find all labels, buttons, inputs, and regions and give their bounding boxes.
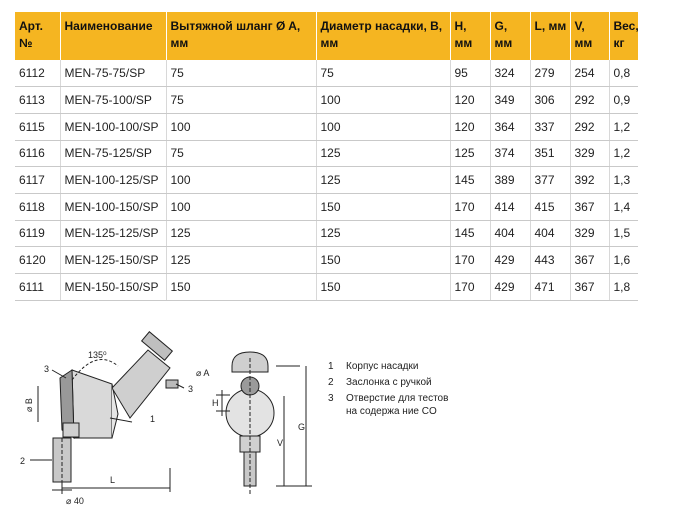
table-cell: 404 <box>490 220 530 247</box>
dim-v-label: V <box>277 438 284 448</box>
table-cell: MEN-125-150/SP <box>60 247 166 274</box>
table-cell: 471 <box>530 274 570 301</box>
table-cell: 254 <box>570 60 609 87</box>
table-cell: 75 <box>316 60 450 87</box>
table-cell: 1,4 <box>609 193 638 220</box>
table-cell: 292 <box>570 113 609 140</box>
legend-item <box>328 392 456 418</box>
legend-number: 3 <box>328 393 334 404</box>
table-cell: 6113 <box>15 87 60 114</box>
column-header: Вытяжной шланг Ø A, мм <box>166 12 316 60</box>
table-cell: 145 <box>450 167 490 194</box>
table-cell: 170 <box>450 274 490 301</box>
table-cell: 367 <box>570 193 609 220</box>
table-cell: 150 <box>316 247 450 274</box>
table-header-row <box>15 12 638 60</box>
spec-table <box>15 12 638 301</box>
table-cell: 367 <box>570 274 609 301</box>
table-cell: 125 <box>316 140 450 167</box>
table-cell: 150 <box>316 193 450 220</box>
callout-3-right: 3 <box>188 384 194 394</box>
table-body <box>15 60 638 300</box>
dia-40-label: ⌀ 40 <box>66 496 84 506</box>
side-view <box>30 332 184 494</box>
table-row <box>15 274 638 301</box>
legend-item <box>328 360 456 373</box>
angle-label: 135⁰ <box>88 350 107 360</box>
table-cell: 6118 <box>15 193 60 220</box>
dim-l-label: L <box>110 475 116 485</box>
column-header: Арт. № <box>15 12 60 60</box>
legend <box>328 360 456 421</box>
table-cell: 1,2 <box>609 113 638 140</box>
table-cell: 6116 <box>15 140 60 167</box>
table-cell: 392 <box>570 167 609 194</box>
column-header: Диаметр насадки, B, мм <box>316 12 450 60</box>
table-cell: 100 <box>166 193 316 220</box>
table-cell: 364 <box>490 113 530 140</box>
table-cell: MEN-100-100/SP <box>60 113 166 140</box>
table-cell: 404 <box>530 220 570 247</box>
table-cell: MEN-75-125/SP <box>60 140 166 167</box>
legend-number: 1 <box>328 361 334 372</box>
table-cell: 1,2 <box>609 140 638 167</box>
table-cell: 125 <box>316 167 450 194</box>
column-header: L, мм <box>530 12 570 60</box>
table-row <box>15 220 638 247</box>
table-cell: 324 <box>490 60 530 87</box>
table-cell: 75 <box>166 60 316 87</box>
table-row <box>15 140 638 167</box>
table-cell: 145 <box>450 220 490 247</box>
table-cell: 75 <box>166 140 316 167</box>
table-cell: 414 <box>490 193 530 220</box>
column-header: H, мм <box>450 12 490 60</box>
legend-number: 2 <box>328 377 334 388</box>
table-cell: 415 <box>530 193 570 220</box>
table-cell: 120 <box>450 87 490 114</box>
table-cell: 1,6 <box>609 247 638 274</box>
table-cell: 6120 <box>15 247 60 274</box>
table-cell: 125 <box>316 220 450 247</box>
table-cell: 100 <box>166 113 316 140</box>
callout-2: 2 <box>20 456 26 466</box>
legend-text: Корпус насадки <box>346 361 419 372</box>
legend-item <box>328 376 456 389</box>
table-cell: 0,8 <box>609 60 638 87</box>
table-cell: 329 <box>570 140 609 167</box>
table-cell: 6112 <box>15 60 60 87</box>
column-header: Вес, кг <box>609 12 638 60</box>
table-cell: 306 <box>530 87 570 114</box>
dim-g-label: G <box>298 422 306 432</box>
legend-text: Отверстие для тестов на содержа ние CO <box>346 393 449 417</box>
table-cell: 100 <box>316 113 450 140</box>
table-cell: 1,8 <box>609 274 638 301</box>
dim-h-label: H <box>212 398 219 408</box>
table-cell: 279 <box>530 60 570 87</box>
table-cell: 6117 <box>15 167 60 194</box>
table-cell: 0,9 <box>609 87 638 114</box>
table-cell: 351 <box>530 140 570 167</box>
table-cell: 349 <box>490 87 530 114</box>
dia-b-label: ⌀ B <box>24 398 34 412</box>
table-row <box>15 113 638 140</box>
callout-1: 1 <box>150 414 156 424</box>
table-cell: MEN-75-75/SP <box>60 60 166 87</box>
table-cell: 75 <box>166 87 316 114</box>
table-cell: 95 <box>450 60 490 87</box>
table-cell: 367 <box>570 247 609 274</box>
table-cell: MEN-125-125/SP <box>60 220 166 247</box>
callout-3-left: 3 <box>44 364 50 374</box>
column-header: V, мм <box>570 12 609 60</box>
table-cell: 150 <box>166 274 316 301</box>
table-row <box>15 167 638 194</box>
table-cell: MEN-75-100/SP <box>60 87 166 114</box>
legend-text: Заслонка с ручкой <box>346 377 432 388</box>
table-cell: 6115 <box>15 113 60 140</box>
table-cell: 337 <box>530 113 570 140</box>
table-cell: 6119 <box>15 220 60 247</box>
table-cell: 170 <box>450 193 490 220</box>
table-cell: 429 <box>490 247 530 274</box>
table-cell: 292 <box>570 87 609 114</box>
table-cell: 125 <box>450 140 490 167</box>
table-row <box>15 193 638 220</box>
table-cell: 150 <box>316 274 450 301</box>
table-cell: 170 <box>450 247 490 274</box>
table-cell: 329 <box>570 220 609 247</box>
table-cell: 374 <box>490 140 530 167</box>
table-cell: 389 <box>490 167 530 194</box>
table-cell: 120 <box>450 113 490 140</box>
table-cell: 100 <box>316 87 450 114</box>
table-cell: 125 <box>166 220 316 247</box>
table-row <box>15 87 638 114</box>
table-row <box>15 247 638 274</box>
column-header: Наименование <box>60 12 166 60</box>
table-cell: 1,3 <box>609 167 638 194</box>
table-cell: 100 <box>166 167 316 194</box>
table-row <box>15 60 638 87</box>
dia-a-label: ⌀ A <box>196 368 210 378</box>
column-header: G, мм <box>490 12 530 60</box>
table-cell: 1,5 <box>609 220 638 247</box>
table-cell: 377 <box>530 167 570 194</box>
table-cell: 443 <box>530 247 570 274</box>
table-cell: 429 <box>490 274 530 301</box>
table-cell: 125 <box>166 247 316 274</box>
table-cell: MEN-150-150/SP <box>60 274 166 301</box>
table-cell: MEN-100-125/SP <box>60 167 166 194</box>
table-cell: 6111 <box>15 274 60 301</box>
table-cell: MEN-100-150/SP <box>60 193 166 220</box>
